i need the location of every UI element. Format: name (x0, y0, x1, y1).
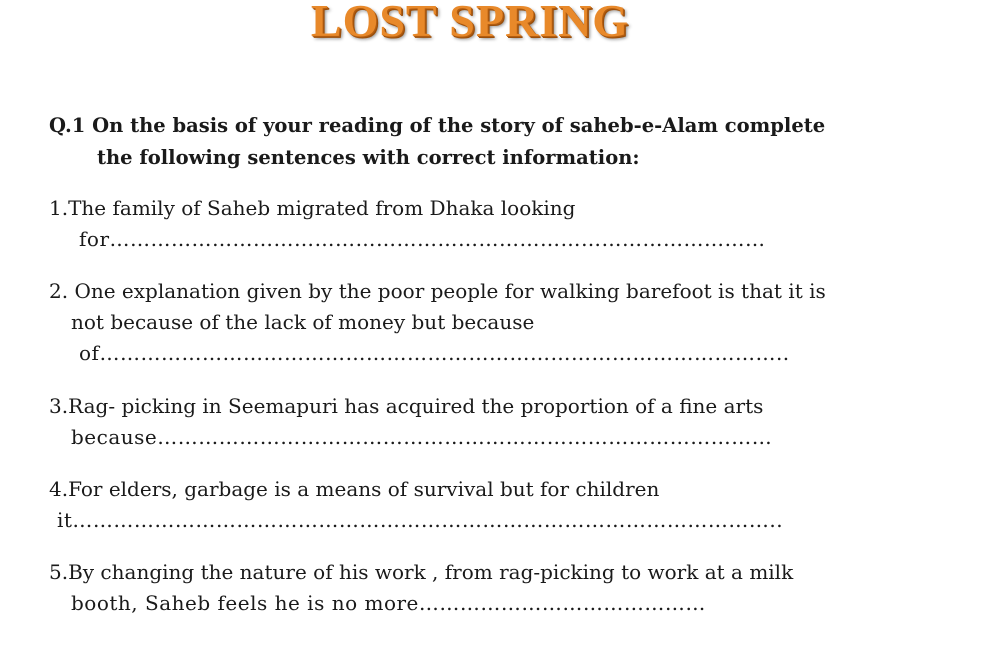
sentence-2-blank: of……………………………………………………………………………………….. (79, 341, 790, 365)
question-heading (49, 110, 949, 174)
sentence-2-text: 2. One explanation given by the poor people for walking barefoot is that it is (49, 279, 826, 303)
sentence-4-blank: it………………………………………………………………………………………….. (57, 508, 784, 532)
question-line-1: Q.1 On the basis of your reading of the story of saheb-e-Alam complete (49, 114, 826, 137)
sentence-2-text-cont: not because of the lack of money but because (71, 310, 535, 334)
sentence-1-blank: for…………………………………………………………………………………… (79, 227, 766, 251)
sentence-item-2 (49, 276, 969, 369)
sentence-5-text: 5.By changing the nature of his work , from rag-picking to work at a milk (49, 560, 794, 584)
page-title: LOST SPRING (310, 0, 630, 46)
sentence-5-blank: booth, Saheb feels he is no more…………………………………… (71, 591, 706, 615)
sentence-item-3 (49, 391, 969, 453)
sentence-item-5 (49, 557, 969, 619)
sentence-3-blank: because……………………………………………………………………………… (71, 425, 773, 449)
sentence-item-4 (49, 474, 969, 536)
sentence-item-1 (49, 193, 969, 255)
sentence-3-text: 3.Rag- picking in Seemapuri has acquired the proportion of a fine arts (49, 394, 764, 418)
sentence-1-text: 1.The family of Saheb migrated from Dhaka looking (49, 196, 576, 220)
question-line-2: the following sentences with correct information: (97, 146, 640, 169)
sentence-4-text: 4.For elders, garbage is a means of survival but for children (49, 477, 660, 501)
